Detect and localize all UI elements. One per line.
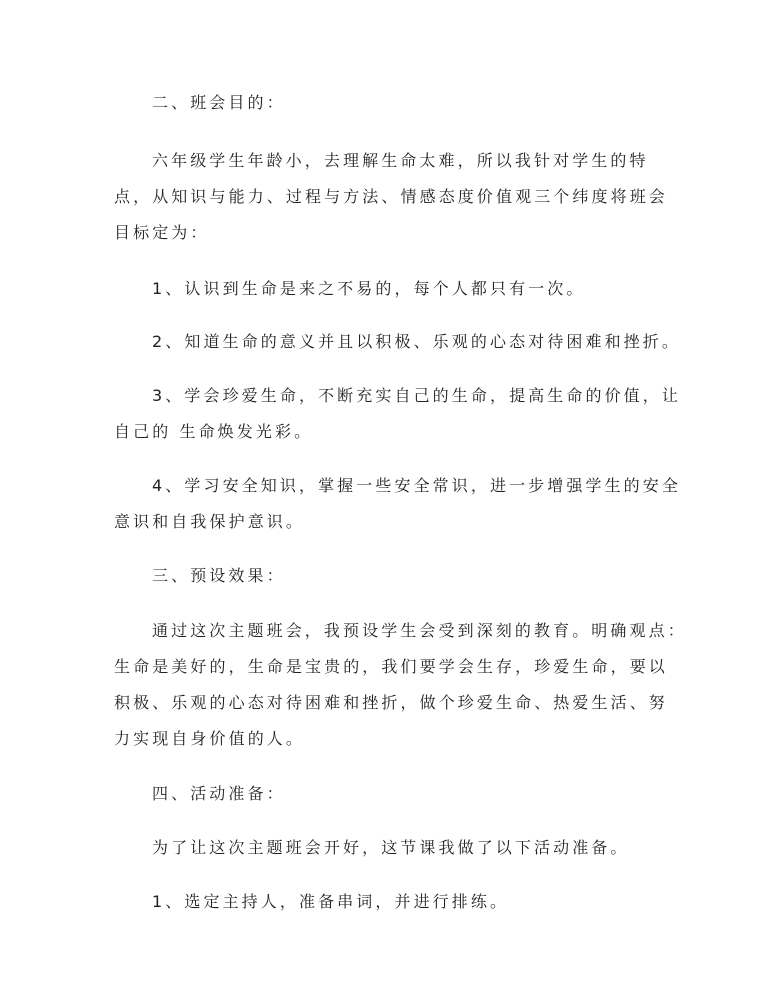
preparation-item-1: 1、选定主持人，准备串词，并进行排练。 [152, 892, 510, 911]
paragraph-line: 为了让这次主题班会开好，这节课我做了以下活动准备。 [152, 838, 630, 857]
section-heading-goals: 二、班会目的： [152, 93, 286, 112]
goal-item-3-cont: 自己的 生命焕发光彩。 [114, 422, 314, 441]
goal-item-3: 3、学会珍爱生命，不断充实自己的生命，提高生命的价值，让 [152, 386, 681, 405]
goal-item-4-cont: 意识和自我保护意识。 [114, 512, 306, 531]
goal-item-4: 4、学习安全知识，掌握一些安全常识，进一步增强学生的安全 [152, 476, 681, 495]
goal-item-2: 2、知道生命的意义并且以积极、乐观的心态对待困难和挫折。 [152, 332, 681, 351]
paragraph-line: 点，从知识与能力、过程与方法、情感态度价值观三个纬度将班会 [114, 187, 668, 206]
paragraph-line: 积极、乐观的心态对待困难和挫折，做个珍爱生命、热爱生活、努 [114, 693, 668, 712]
goal-item-1: 1、认识到生命是来之不易的，每个人都只有一次。 [152, 279, 586, 298]
paragraph-line: 六年级学生年龄小，去理解生命太难，所以我针对学生的特 [152, 151, 649, 170]
paragraph-line: 生命是美好的，生命是宝贵的，我们要学会生存，珍爱生命，要以 [114, 657, 668, 676]
paragraph-line: 力实现自身价值的人。 [114, 729, 306, 748]
paragraph-line: 通过这次主题班会，我预设学生会受到深刻的教育。明确观点： [152, 621, 687, 640]
paragraph-line: 目标定为： [114, 223, 210, 242]
section-heading-preparation: 四、活动准备： [152, 784, 286, 803]
section-heading-effect: 三、预设效果： [152, 566, 286, 585]
